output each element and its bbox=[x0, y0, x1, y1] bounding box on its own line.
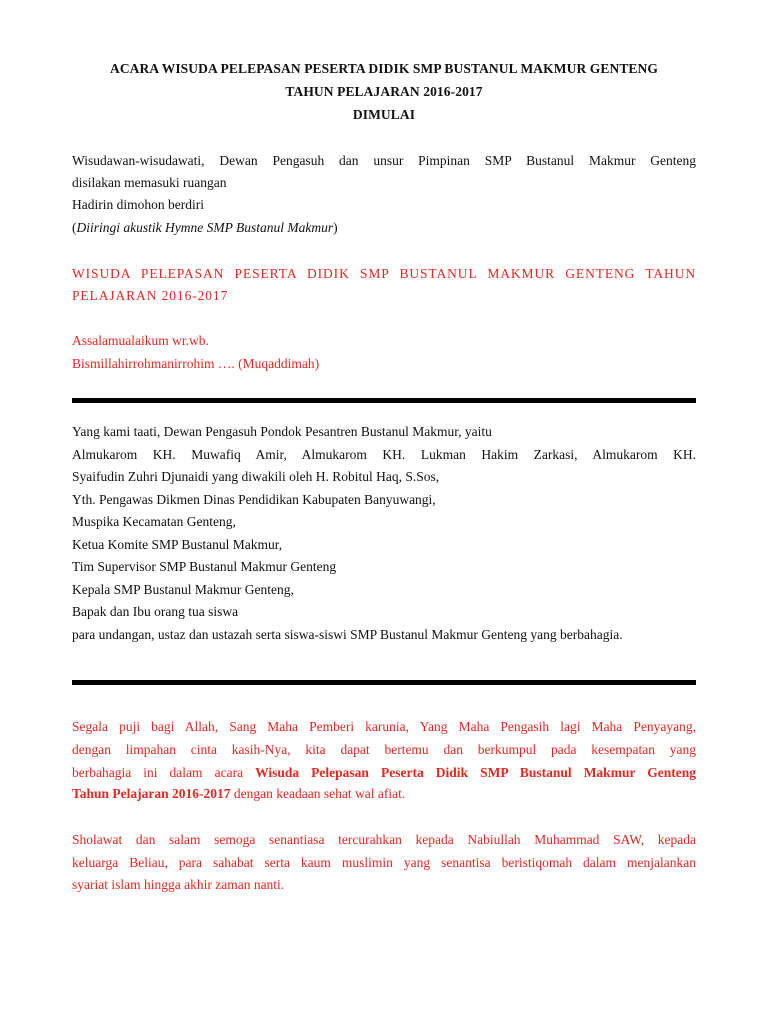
honorific-line: Syaifudin Zuhri Djunaidi yang diwakili oleh H. Robitul Haq, S.Sos, bbox=[72, 469, 440, 484]
event-name-emphasis: Wisuda Pelepasan Peserta Didik SMP Bustanul Makmur Genteng bbox=[255, 765, 696, 780]
honorific-line: Bapak dan Ibu orang tua siswa bbox=[72, 604, 239, 619]
salam-greeting: Assalamualaikum wr.wb. bbox=[72, 333, 209, 348]
honorific-line: Yth. Pengawas Dikmen Dinas Pendidikan Kabupaten Banyuwangi, bbox=[72, 492, 436, 507]
event-title-line-1: WISUDA PELEPASAN PESERTA DIDIK SMP BUSTANUL MAKMUR GENTENG TAHUN bbox=[72, 266, 696, 281]
section-divider-2 bbox=[72, 680, 696, 685]
praise-line-4-text: dengan keadaan sehat wal afiat. bbox=[230, 786, 406, 801]
bismillah-line: Bismillahirrohmanirrohim …. (Muqaddimah) bbox=[72, 356, 320, 371]
opening-line-2: disilakan memasuki ruangan bbox=[72, 175, 227, 190]
doc-title-line-3: DIMULAI bbox=[352, 107, 416, 122]
honorific-line: Ketua Komite SMP Bustanul Makmur, bbox=[72, 537, 283, 552]
honorific-line: Kepala SMP Bustanul Makmur Genteng, bbox=[72, 582, 294, 597]
doc-title-line-1: ACARA WISUDA PELEPASAN PESERTA DIDIK SMP BUSTANUL MAKMUR GENTENG bbox=[109, 61, 658, 76]
praise-line-3-text: berbahagia ini dalam acara bbox=[72, 765, 256, 780]
praise-line-1: Segala puji bagi Allah, Sang Maha Pemberi karunia, Yang Maha Pengasih lagi Maha Penyayang, bbox=[72, 719, 696, 734]
note-text: Diiringi akustik Hymne SMP Bustanul Makmur bbox=[76, 220, 334, 235]
opening-note bbox=[72, 217, 696, 240]
event-title-line-2: PELAJARAN 2016-2017 bbox=[72, 288, 229, 303]
academic-year-emphasis: Tahun Pelajaran 2016-2017 bbox=[72, 786, 231, 801]
praise-line-2: dengan limpahan cinta kasih-Nya, kita dapat bertemu dan berkumpul pada kesempatan yang bbox=[72, 742, 696, 757]
sholawat-line-3: syariat islam hingga akhir zaman nanti. bbox=[72, 877, 285, 892]
honorific-line: Yang kami taati, Dewan Pengasuh Pondok Pesantren Bustanul Makmur, yaitu bbox=[72, 424, 492, 439]
note-close-paren: ) bbox=[333, 220, 338, 235]
sholawat-line-2: keluarga Beliau, para sahabat serta kaum muslimin yang senantisa beristiqomah dalam menjalankan bbox=[72, 855, 696, 870]
honorific-line: para undangan, ustaz dan ustazah serta siswa-siswi SMP Bustanul Makmur Genteng yang berbahagia. bbox=[72, 627, 623, 642]
sholawat-line-1: Sholawat dan salam semoga senantiasa tercurahkan kepada Nabiullah Muhammad SAW, kepada bbox=[72, 832, 696, 847]
opening-line-1: Wisudawan-wisudawati, Dewan Pengasuh dan unsur Pimpinan SMP Bustanul Makmur Genteng bbox=[72, 153, 696, 168]
honorific-line: Almukarom KH. Muwafiq Amir, Almukarom KH. Lukman Hakim Zarkasi, Almukarom KH. bbox=[72, 447, 696, 462]
doc-title-line-2: TAHUN PELAJARAN 2016-2017 bbox=[285, 84, 483, 99]
note-open-paren: ( bbox=[72, 220, 77, 235]
section-divider-1 bbox=[72, 398, 696, 403]
praise-line-4 bbox=[72, 783, 696, 806]
honorific-line: Tim Supervisor SMP Bustanul Makmur Genteng bbox=[72, 559, 337, 574]
opening-line-3: Hadirin dimohon berdiri bbox=[72, 197, 204, 212]
honorific-line: Muspika Kecamatan Genteng, bbox=[72, 514, 236, 529]
praise-line-3 bbox=[72, 761, 696, 784]
